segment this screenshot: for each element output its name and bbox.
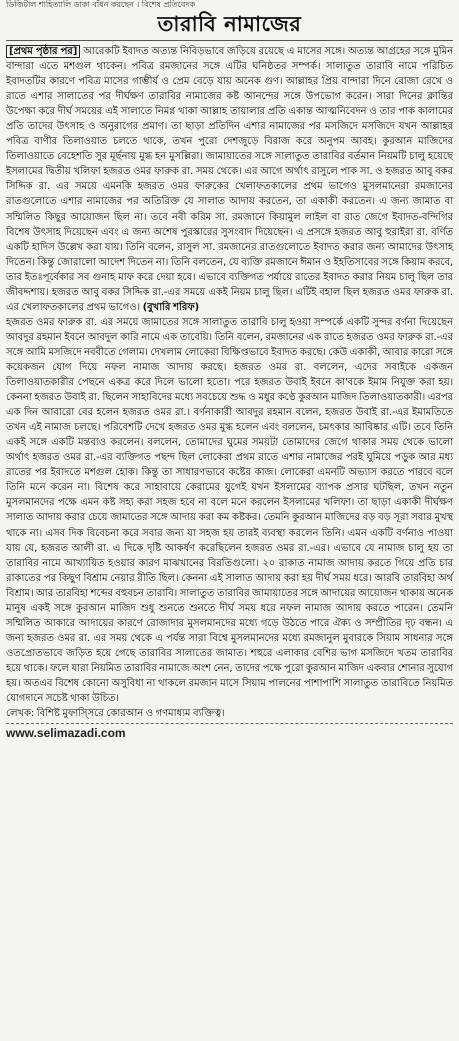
continued-from-tag: [প্রথম পৃষ্ঠার পর] xyxy=(6,45,80,58)
title-divider xyxy=(6,40,453,41)
previous-article-strip: ডিজিটাল শাহিত্যালি ডাকা বাঁধন করছেন । বিশেষ প্রতিবেদক xyxy=(6,0,196,9)
article-title: তারাবি নামাজের xyxy=(157,11,302,36)
website-link[interactable]: www.selimazadi.com xyxy=(6,726,126,741)
author-line: লেখক: বিশিষ্ট মুফাস্সিরে কোরআন ও গণমাধ্যম ব্যক্তিত্ব। xyxy=(6,708,225,720)
paragraph-2: হজরত ওমর ফারুক রা. এর সময়ে জামাতের সঙ্গে সালাতুত তারাবি চালু হওয়া সম্পর্কে একটি সুন্দর বর্ণনা দিয়েছেন আবদুর রহমান ইবনে আবদুল কারি নামে এক তাবেয়ি। তিনি বলেন, রমজানের এক রাতে হজরত ওমর ফারুক রা.-এর সঙ্গে আমি মসজিদে নববীতে গেলাম। দেখলাম লোকেরা বিক্ষিপ্তভাবে ইবাদত করছে। কেউ একাকী, আবার কারো সঙ্গে কয়েকজন যোগ দিয়ে নফল নামাজ আদায় করছে। হজরত ওমর রা. বললেন, এদের সবাইকে একজন তিলাওয়াতকারীর পেছনে একত্র করে দিলে ভালো হতো। পরে হজরত উবাই ইবনে কা'বকে ইমাম নিযুক্ত করা হয়। কেননা হজরত উবাই রা. ছিলেন সাহাবিদের মধ্যে সবচেয়ে শুদ্ধ ও মধুর কণ্ঠে কুরআন মাজিদ তিলাওয়াতকারী। এরপর এক দিন আবারো বের হলেন হজরত ওমর রা.। বর্ণনাকারী আবদুর রহমান বলেন, হজরত উবাই রা.-এর ইমামতিতে তখন এই নামাজ চলছে। পরিবেশটি দেখে হজরত ওমর মুগ্ধ হলেন এবং বললেন, চমৎকার আবিষ্কার এটি। তবে তিনি একই সঙ্গে একটি মন্তব্যও করলেন। বললেন, তোমাদের ঘুমের সময়টা তোমাদের জেগে থাকার সময় থেকে ভালো অর্থাৎ হজরত ওমর রা.-এর ব্যক্তিগত পছন্দ ছিল লোকেরা প্রথম রাতে এশার নামাজের পরই ঘুমিয়ে পড়ুক আর মধ্য রাতের পর ইবাদতে মশগুল হোক। কিন্তু তা সাধারণভাবে কষ্টের কাজ। লোকেরা এমনটি অভ্যাস করতে পারবে বলে তিনি মনে করেন না। বিশেষ করে সাহাবায়ে কেরামের যুগেই যখন ইসলামের ব্যাপক প্রসার ঘটছিল, তখন নতুন মুসলমানদের পক্ষে এমন কষ্ট সহ্য করা সহজ হবে না বলে মনে করলেন ইসলামের খলিফা। তা ছাড়া একাকী দীর্ঘক্ষণ সালাত আদায় করার চেয়ে জামাতের সঙ্গে আদায় করা কম কষ্টকর। তেমনি কুরআন মাজিদের বড় বড় সূরা সবার মুখস্থ থাকে না। এসব দিক বিবেচনা করে সবার জন্য যা সহজ হয় তারই ব্যবস্থা করলেন তিনি। এমন একটি বর্ণনাও পাওয়া যায় যে, হজরত আলী রা. এ দিকে দৃষ্টি আকর্ষণ করেছিলেন হজরত ওমর রা.-এর। এভাবে যে নামাজ চালু হয় তা তারাবির নামে আখ্যায়িত হওয়ার কারণ মাঝখানের বিরতিগুলো। ২০ রাকাত নামাজ আদায় করতে গিয়ে প্রতি চার রাকাতের পর কিছুণ বিশ্রাম নেয়ার রীতি ছিল। কেননা এই সালাত আদায় করা হয় দীর্ঘ সময় ধরে। আরবি তারবিহা অর্থ বিশ্রাম। আর তারবিহা শব্দের বহুবচন তারাবি। সালাতুত তারাবির জামায়াতের সঙ্গে আদায়ের আয়োজন থাকায় অনেক মানুষ একই সঙ্গে কুরআন মাজিদ শুধু শুনতে শুনতে দীর্ঘ সময় ধরে নফল নামাজ আদায় করতে পারেন। তেমনি সম্মিলিত আকারে আদায়ের কারণে রোজাদার মুসলমানদের মধ্যে গড়ে উঠতে পারে ঐক্য ও সম্প্রীতির দৃঢ় বন্ধন। এ জন্য হজরত ওমর রা. এর সময় থেকে এ পর্যন্ত সারা বিশ্বে মুসলমানদের মধ্যে রমজানুল মুবারকে সিয়াম সাধনার সঙ্গে ওতপ্রোতভাবে জড়িত হয়ে গেছে তারাবির সালাতের জামাত। শহুরে এলাকার বেশির ভাগ মসজিদে খতম তারাবির হয়ে থাকে। ফলে যারা নিয়মিত তারাবির নামাজে অংশ নেন, তাদের পক্ষে পুরো কুরআন মাজিদ একবার শোনার সুযোগ হয়। অতএব বিশেষ কোনো অসুবিধা না থাকলে রমজান মাসে সিয়াম পালনের পাশাপাশি সালাতুত তারাবিতে নিয়মিত যোগদানে সচেষ্ট থাকা উচিত। xyxy=(6,316,453,705)
article-body xyxy=(6,44,453,721)
hadith-citation: (বুখারি শরিফ) xyxy=(142,301,200,313)
footer-divider xyxy=(6,723,453,724)
paragraph-1 xyxy=(6,44,453,315)
paragraph-1-text: আরেকটি ইবাদত অত্যন্ত নিবিড়ভাবে জড়িয়ে রয়েছে এ মাসের সঙ্গে। অত্যন্ত আগ্রহের সঙ্গে মুমিন বান্দারা এতে মশগুল থাকেন। পবিত্র রমজানের সঙ্গে এটির ঘনিষ্ঠতর সম্পর্ক। সালাতুত তারাবি নামে পরিচিত ইবাদতটির কারণে পবিত্র মাসের গাম্ভীর্য ও প্রেম বেড়ে যায় অনেক গুণ। আল্লাহর প্রিয় বান্দারা দিনে রোজা রেখে ও রাতে এশার সালাতের পর দীর্ঘক্ষণ তারাবির নামাজের কষ্ট আনন্দের সঙ্গে উপভোগ করেন। সারা দিনের ক্লান্তির উপেক্ষা করে দীর্ঘ সময়ের এই সালাতে নিমগ্ন থাকা আল্লাহ তায়ালার প্রতি একান্ত আত্মনিবেদন ও তার পাক কালামের প্রতি তাদের উৎসাহ ও অনুরাগের প্রমাণ। তা ছাড়া প্রতিদিন এশার নামাজের পর মসজিদে মসজিদে যখন আল্লাহর পবিত্র বাণীর তিলাওয়াত চলতে থাকে, তখন পুরো দেশজুড়ে বিরাজ করে অনুপম আবহ। কুরআন মাজিদের তিলাওয়াতে বেহেশতি সুর মূর্ছনায় মুগ্ধ হন মুসল্লিরা। জামায়াতের সঙ্গে সালাতুত তারাবির বর্তমান নিয়মটি চালু হয়েছে ইসলামের দ্বিতীয় খলিফা হজরত ওমর ফারুক রা. সময় থেকে। এর আগে অর্থাৎ রাসুলে পাক সা. ও হজরত আবু বকর সিদ্দিক রা. এর সময়ে এমনকি হজরত ওমর ফারুকের খেলাফতকালের প্রথম ভাগেও মুসলমানেরা রমজানের রাতগুলোতে এশার নামাজের পর অতিরিক্ত যে সালাত আদায় করতেন, তা একাকী করতেন। এ জন্য জামাত বা সম্মিলিত কিছুর আয়োজন ছিল না। তবে নবী করিম সা. রমজানে কিয়ামুল লাইল বা রাত জেগে ইবাদত-বন্দিগির বিশেষ উৎসাহ দিয়েছেন এবং এ জন্য অশেষ পুরস্কারের সুসংবাদ দিয়েছেন। এ প্রসঙ্গে হজরত আবু হুরাইরা রা. বর্ণিত একটি হাদিস উল্লেখ করা যায়। তিনি বলেন, রাসুল সা. রমজানের রাতগুলোতে ইবাদত করার জন্য আমাদের উৎসাহ দিতেন। কিন্তু জোরালো আদেশ দিতেন না। তিনি বলতেন, যে ব্যক্তি রমজানে ঈমান ও ইহতিসাবের সঙ্গে কিয়াম করবে, তার ইতঃপূর্বেকার সব গুনাহ মাফ করে দেয়া হবে। এভাবে ব্যক্তিগত পর্যায়ে রাতের ইবাদত করার নিয়ম চালু ছিল তার জীবদ্দশায়। হজরত আবু বকর সিদ্দিক রা.-এর সময়ে একই নিয়ম চালু ছিল। এটিই বহাল ছিল হজরত ওমর ফারুক রা. এর খেলাফতকালের প্রথম ভাগেও। xyxy=(6,46,453,313)
